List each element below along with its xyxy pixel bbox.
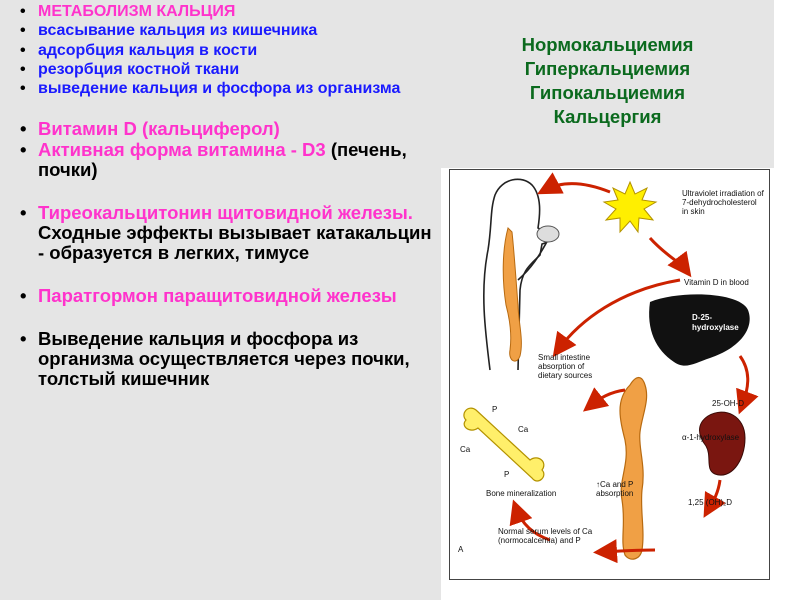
serum-label-1: Normal serum levels of Ca <box>498 527 593 536</box>
term-hypocalcemia: Гипокальциемия <box>529 82 686 104</box>
kidney-icon <box>700 412 746 475</box>
diagram-svg <box>450 170 769 579</box>
list-item: • Витамин D (кальциферол) <box>14 119 434 139</box>
figure-letter: A <box>458 545 464 554</box>
ca-right-label: Ca <box>518 425 529 434</box>
ca-p-label-2: absorption <box>596 489 634 498</box>
cup-icon <box>537 226 559 242</box>
ca-p-label-1: ↑Ca and P <box>596 480 634 489</box>
uv-label-2: 7-dehydrocholesterol <box>682 198 757 207</box>
term-hypercalcemia: Гиперкальциемия <box>524 58 691 80</box>
term-calcergy: Кальцергия <box>553 106 662 128</box>
ca-left-label: Ca <box>460 445 471 454</box>
vitamin-d-diagram <box>449 169 770 580</box>
intestine-label-1: Small intestine <box>538 353 591 362</box>
bone-label: Bone mineralization <box>486 489 557 498</box>
term-normocalcemia: Нормокальциемия <box>521 34 694 55</box>
uv-label-1: Ultraviolet irradiation of <box>682 189 764 198</box>
p-bottom-label: P <box>504 470 510 479</box>
list-item-heading: • МЕТАБОЛИЗМ КАЛЬЦИЯ <box>14 3 434 20</box>
intestine-label-3: dietary sources <box>538 371 593 380</box>
digestive-tract <box>503 228 521 361</box>
vitd-blood-label: Vitamin D in blood <box>684 278 749 287</box>
list-item: • Паратгормон паращитовидной железы <box>14 286 434 306</box>
list-item: • Тиреокальцитонин щитовидной железы. Сходные эффекты вызывает катакальцин - образуется в легких, тимусе <box>14 203 434 263</box>
liver-label-1: D-25- <box>692 313 713 322</box>
list-item: • выведение кальция и фосфора из организма <box>14 80 434 97</box>
liver-label-2: hydroxylase <box>692 323 739 332</box>
intestine-label-2: absorption of <box>538 362 585 371</box>
list-item: • всасывание кальция из кишечника <box>14 22 434 39</box>
dihydroxy-label: 1,25 (OH)₂D <box>688 498 733 507</box>
list-item: • адсорбция кальция в кости <box>14 42 434 59</box>
p-top-label: P <box>492 405 498 414</box>
uv-label-3: in skin <box>682 207 705 216</box>
list-item: • резорбция костной ткани <box>14 61 434 78</box>
bullet-list <box>14 3 434 390</box>
serum-label-2: (normocalcemia) and P <box>498 536 581 545</box>
ohd-label: 25-OH-D <box>712 399 745 408</box>
sun-icon <box>604 182 656 232</box>
list-item: • Активная форма витамина - D3 (печень, почки) <box>14 140 434 180</box>
hydroxylase-label: α-1-hydroxylase <box>682 433 740 442</box>
intestine-icon <box>620 378 647 560</box>
terms-list <box>441 33 774 129</box>
right-margin <box>774 0 800 600</box>
list-item: • Выведение кальция и фосфора из организма осуществляется через почки, толстый кишечник <box>14 329 434 389</box>
